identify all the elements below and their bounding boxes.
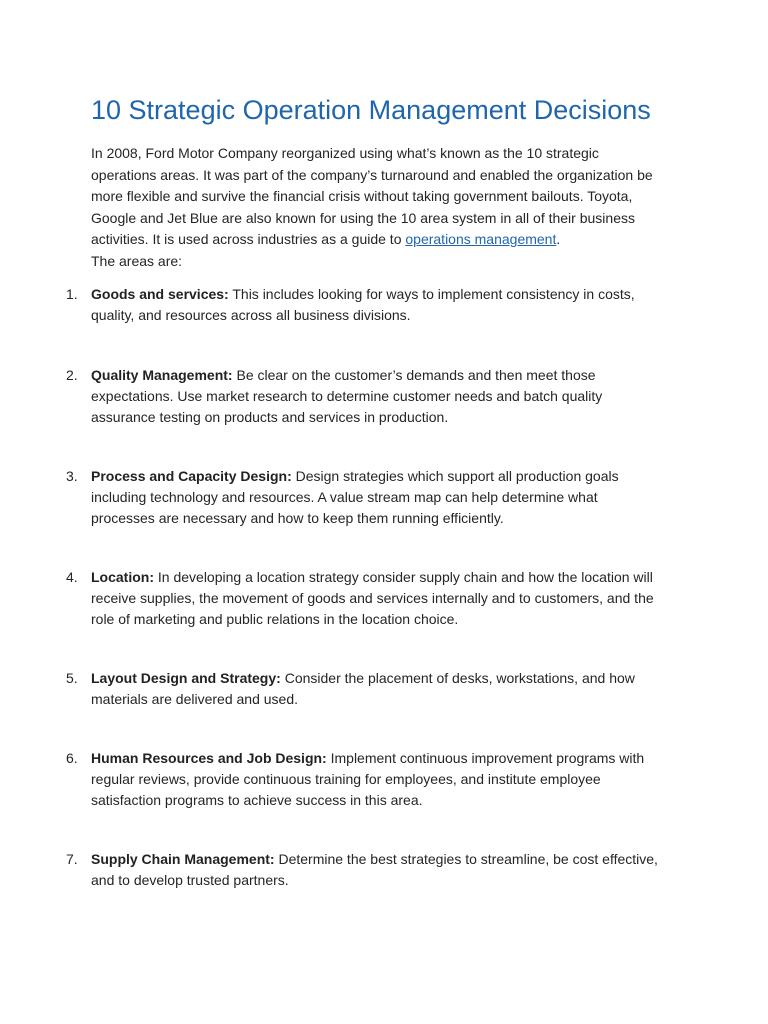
list-item-number: 5. [66, 670, 78, 686]
list-item-term: Location: [91, 569, 154, 585]
list-item-text: materials are delivered and used. [91, 691, 299, 707]
list-item-text: In developing a location strategy consider supply chain and how the location will [154, 569, 653, 585]
list-item-text: receive supplies, the movement of goods and services internally and to customers, and the [91, 590, 654, 606]
list-item-number: 1. [66, 286, 78, 302]
operations-management-link[interactable]: operations management [405, 231, 557, 247]
list-item-text: regular reviews, provide continuous training for employees, and institute employee [91, 771, 601, 787]
list-item-body [91, 284, 691, 326]
list-item-body [91, 849, 691, 891]
list-item-text: and to develop trusted partners. [91, 872, 289, 888]
list-item-body [91, 668, 691, 710]
list-item-term: Layout Design and Strategy: [91, 670, 281, 686]
list-item-term: Goods and services: [91, 286, 229, 302]
intro-line: operations areas. It was part of the company’s turnaround and enabled the organization be [91, 166, 653, 183]
list-item-body [91, 365, 691, 428]
list-item-text: This includes looking for ways to implement consistency in costs, [228, 286, 635, 302]
page-title: 10 Strategic Operation Management Decisions [91, 95, 651, 125]
list-item-text: role of marketing and public relations in the location choice. [91, 611, 459, 627]
intro-text: . [556, 231, 561, 247]
intro-paragraph [91, 143, 691, 272]
list-item-text: including technology and resources. A value stream map can help determine what [91, 489, 598, 505]
list-item-number: 3. [66, 468, 78, 484]
list-item-text: processes are necessary and how to keep them running efficiently. [91, 510, 504, 526]
list-item-text: satisfaction programs to achieve success in this area. [91, 792, 423, 808]
intro-text: activities. It is used across industries as a guide to [91, 231, 406, 247]
list-item-term: Process and Capacity Design: [91, 468, 292, 484]
list-item-text: Design strategies which support all production goals [291, 468, 619, 484]
list-item-number: 4. [66, 569, 78, 585]
list-item-body [91, 748, 691, 811]
list-item-number: 2. [66, 367, 78, 383]
list-item-text: quality, and resources across all business divisions. [91, 307, 411, 323]
list-item-number: 6. [66, 750, 78, 766]
list-item-term: Human Resources and Job Design: [91, 750, 327, 766]
intro-line: Google and Jet Blue are also known for using the 10 area system in all of their business [91, 209, 635, 226]
list-item-text: expectations. Use market research to determine customer needs and batch quality [91, 388, 603, 404]
list-item-term: Quality Management: [91, 367, 233, 383]
intro-line: In 2008, Ford Motor Company reorganized using what’s known as the 10 strategic [91, 145, 599, 161]
intro-line: more flexible and survive the financial crisis without taking government bailouts. Toyota, [91, 188, 633, 204]
list-item-text: Consider the placement of desks, workstations, and how [280, 670, 635, 686]
list-item-body [91, 466, 691, 529]
areas-heading: The areas are: [91, 252, 183, 269]
list-item-text: Determine the best strategies to streamline, be cost effective, [274, 851, 658, 867]
intro-line [91, 229, 691, 251]
list-item-text: Be clear on the customer’s demands and then meet those [232, 367, 596, 383]
list-item-text: Implement continuous improvement programs with [326, 750, 645, 766]
list-item-body [91, 567, 691, 630]
list-item-number: 7. [66, 851, 78, 867]
list-item-term: Supply Chain Management: [91, 851, 275, 867]
list-item-text: assurance testing on products and services in production. [91, 409, 449, 425]
